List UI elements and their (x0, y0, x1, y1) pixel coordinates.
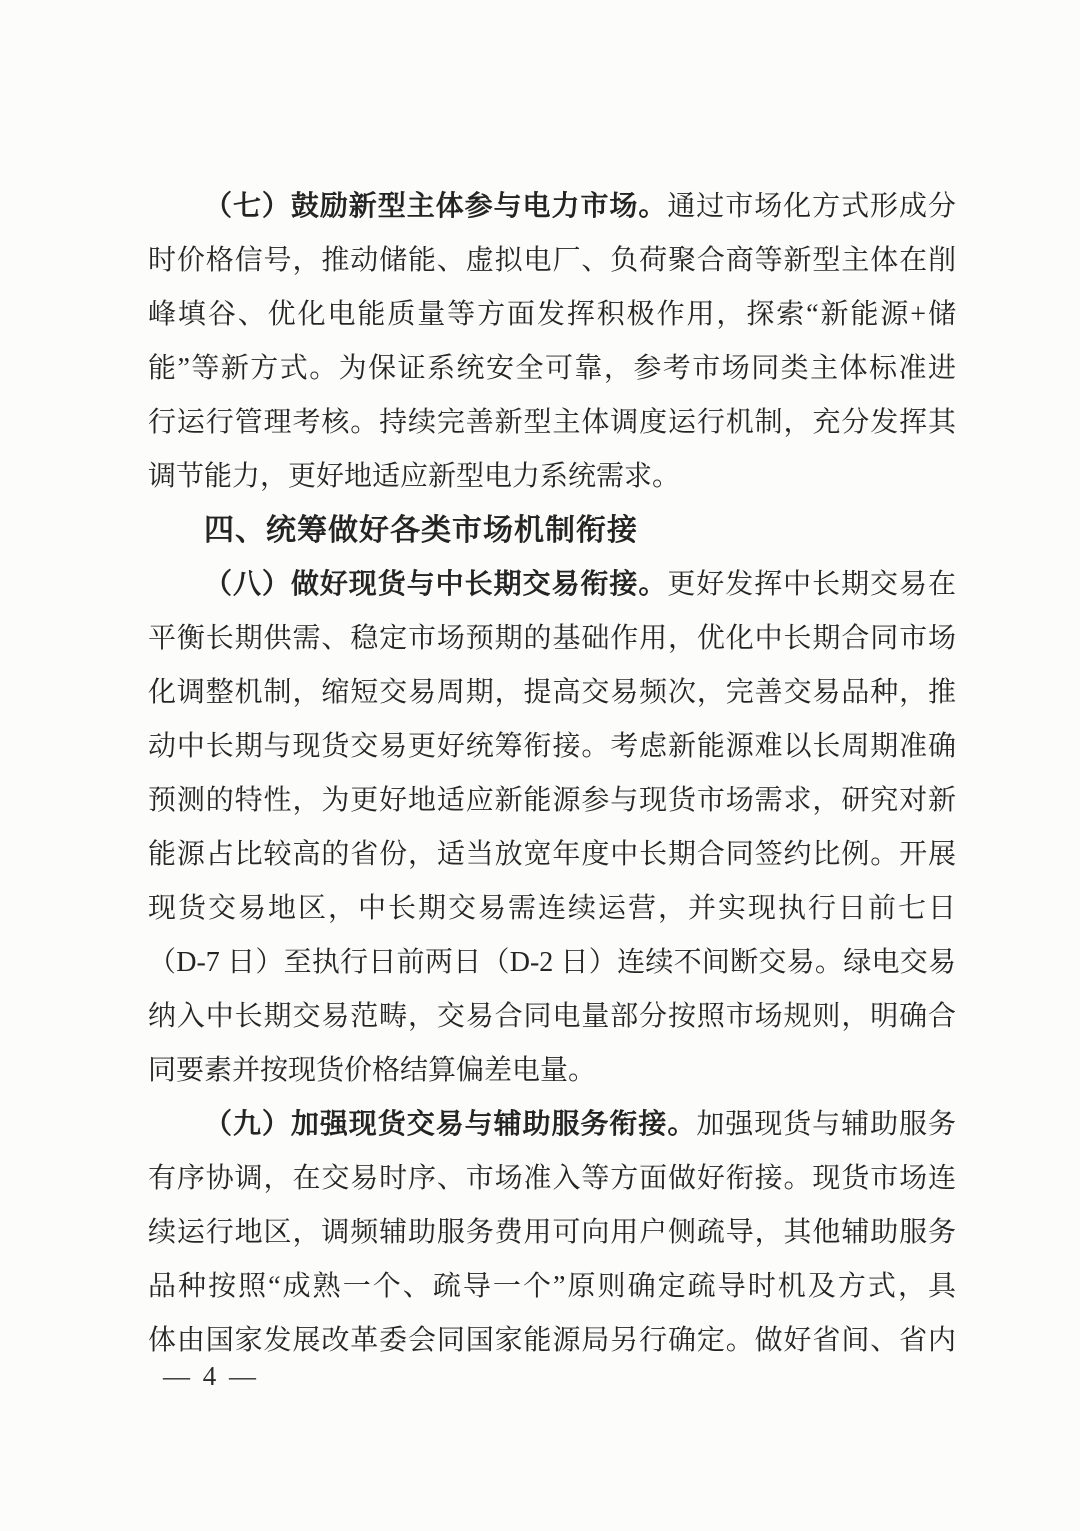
text-line (148, 1098, 956, 1152)
text-run: 加强现货与辅助服务 (696, 1109, 956, 1140)
text-run: 调节能力，更好地适应新型电力系统需求。 (148, 461, 681, 492)
text-run: 能源占比较高的省份，适当放宽年度中长期合同签约比例。开展 (148, 839, 956, 870)
text-run: 有序协调，在交易时序、市场准入等方面做好衔接。现货市场连 (148, 1163, 956, 1194)
text-run: 更好发挥中长期交易在 (667, 569, 956, 600)
text-line (148, 828, 956, 882)
text-line (148, 342, 956, 396)
text-line (148, 1152, 956, 1206)
text-run: （D-7 日）至执行日前两日（D-2 日）连续不间断交易。绿电交易 (148, 947, 956, 978)
section-heading: 四、统筹做好各类市场机制衔接 (204, 514, 638, 547)
text-line (148, 180, 956, 234)
text-line (148, 558, 956, 612)
text-run: 体由国家发展改革委会同国家能源局另行确定。做好省间、省内 (148, 1325, 956, 1356)
page-number: — 4 — (163, 1361, 259, 1391)
text-line (148, 234, 956, 288)
text-run: 化调整机制，缩短交易周期，提高交易频次，完善交易品种，推 (148, 677, 956, 708)
text-run: 纳入中长期交易范畴，交易合同电量部分按照市场规则，明确合 (148, 1001, 956, 1032)
text-run: 同要素并按现货价格结算偏差电量。 (148, 1055, 597, 1086)
text-run: 通过市场化方式形成分 (667, 191, 956, 222)
text-line (148, 1314, 956, 1368)
text-run: 预测的特性，为更好地适应新能源参与现货市场需求，研究对新 (148, 785, 956, 816)
text-line (148, 288, 956, 342)
text-line (148, 396, 956, 450)
document-body (148, 180, 956, 1368)
text-run: 时价格信号，推动储能、虚拟电厂、负荷聚合商等新型主体在削 (148, 245, 956, 276)
text-run: 峰填谷、优化电能质量等方面发挥积极作用，探索“新能源+储 (148, 299, 956, 330)
text-line (148, 1260, 956, 1314)
text-line (148, 882, 956, 936)
text-run: 行运行管理考核。持续完善新型主体调度运行机制，充分发挥其 (148, 407, 956, 438)
text-line (148, 774, 956, 828)
page-footer (163, 1360, 259, 1392)
text-run: 品种按照“成熟一个、疏导一个”原则确定疏导时机及方式，具 (148, 1271, 956, 1302)
text-line (148, 612, 956, 666)
text-line (148, 990, 956, 1044)
text-line (148, 1044, 956, 1098)
clause-7-title: （七）鼓励新型主体参与电力市场。 (204, 191, 668, 222)
text-run: 续运行地区，调频辅助服务费用可向用户侧疏导，其他辅助服务 (148, 1217, 956, 1248)
text-line (148, 720, 956, 774)
text-run: 平衡长期供需、稳定市场预期的基础作用，优化中长期合同市场 (148, 623, 956, 654)
clause-8-title: （八）做好现货与中长期交易衔接。 (204, 569, 668, 600)
text-line (148, 666, 956, 720)
text-run: 动中长期与现货交易更好统筹衔接。考虑新能源难以长周期准确 (148, 731, 956, 762)
text-line (148, 1206, 956, 1260)
text-line (148, 504, 956, 558)
text-line (148, 936, 956, 990)
clause-9-title: （九）加强现货交易与辅助服务衔接。 (204, 1109, 697, 1140)
text-run: 现货交易地区，中长期交易需连续运营，并实现执行日前七日 (148, 893, 956, 924)
text-run: 能”等新方式。为保证系统安全可靠，参考市场同类主体标准进 (148, 353, 956, 384)
text-line (148, 450, 956, 504)
